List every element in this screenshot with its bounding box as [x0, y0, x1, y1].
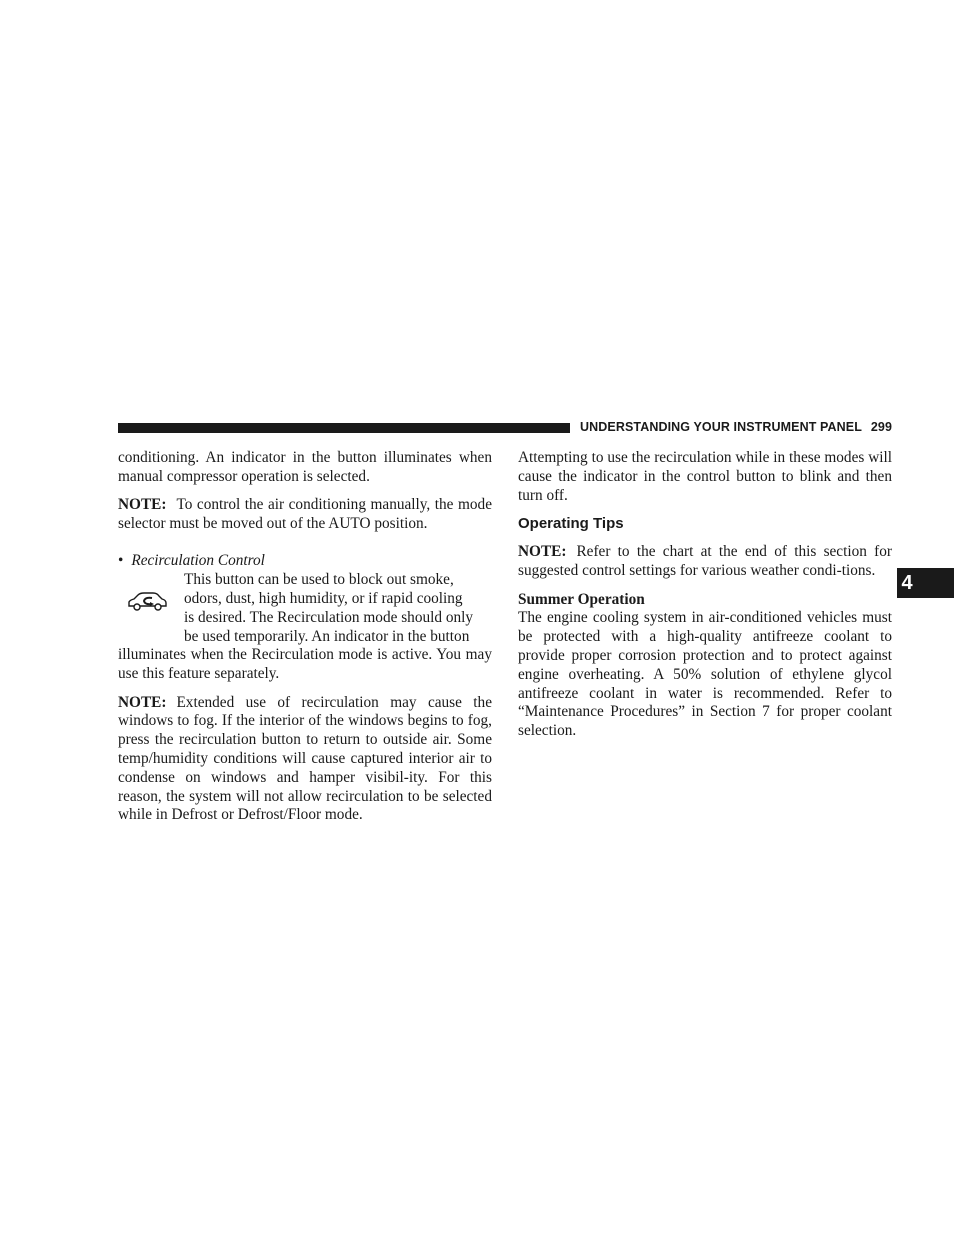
right-column	[518, 449, 892, 751]
chapter-tab	[897, 568, 954, 598]
note-label: NOTE:	[118, 693, 167, 711]
note	[118, 496, 492, 534]
chapter-number: 4	[901, 572, 913, 594]
note-text: To control the air conditioning manually, the mode selector must be moved out of the AUTO position.	[118, 496, 492, 532]
bullet-title: Recirculation Control	[131, 552, 265, 570]
bullet-item	[118, 552, 492, 571]
recirc-line: This button can be used to block out smoke,	[184, 571, 454, 589]
left-column	[118, 449, 492, 835]
note-text: Extended use of recirculation may cause the windows to fog. If the interior of the windows begins to fog, press the recirculation button to return to outside air. Some temp/humidity conditions will cause captured interior air to condense on windows and hamper visibil-ity. For this reason, the system will not allow recirculation to be selected while in Defrost or Defrost/Floor mode.	[118, 693, 492, 824]
bullet-symbol: •	[118, 552, 124, 570]
paragraph: conditioning. An indicator in the button illuminates when manual compressor operation is selected.	[118, 449, 492, 485]
subsection-heading: Summer Operation	[518, 590, 645, 608]
section-heading: Operating Tips	[518, 514, 624, 532]
recirculation-icon	[126, 589, 168, 615]
section-title: UNDERSTANDING YOUR INSTRUMENT PANEL	[580, 420, 862, 434]
note	[518, 543, 892, 581]
note-label: NOTE:	[518, 543, 567, 561]
recirc-line: odors, dust, high humidity, or if rapid cooling	[184, 589, 463, 607]
recirc-line: is desired. The Recirculation mode should only	[184, 608, 474, 626]
running-header	[580, 420, 892, 434]
note	[118, 694, 492, 826]
recirculation-description	[118, 571, 492, 684]
recirc-continuation: illuminates when the Recirculation mode is active. You may use this feature separately.	[118, 646, 492, 683]
page-number: 299	[870, 420, 892, 434]
paragraph: The engine cooling system in air-conditioned vehicles must be protected with a high-quality antifreeze coolant to provide proper corrosion protection and to protect against engine overheating. A 50% solution of ethylene glycol antifreeze coolant in water is recommended. Refer to “Maintenance Procedures” in Section 7 for proper coolant selection.	[518, 609, 892, 740]
header-rule	[118, 423, 570, 433]
recirc-line: be used temporarily. An indicator in the button	[184, 627, 470, 645]
note-label: NOTE:	[118, 496, 167, 514]
note-text: Refer to the chart at the end of this section for suggested control settings for various weather condi-tions.	[518, 543, 892, 580]
paragraph: Attempting to use the recirculation while in these modes will cause the indicator in the control button to blink and then turn off.	[518, 449, 892, 504]
